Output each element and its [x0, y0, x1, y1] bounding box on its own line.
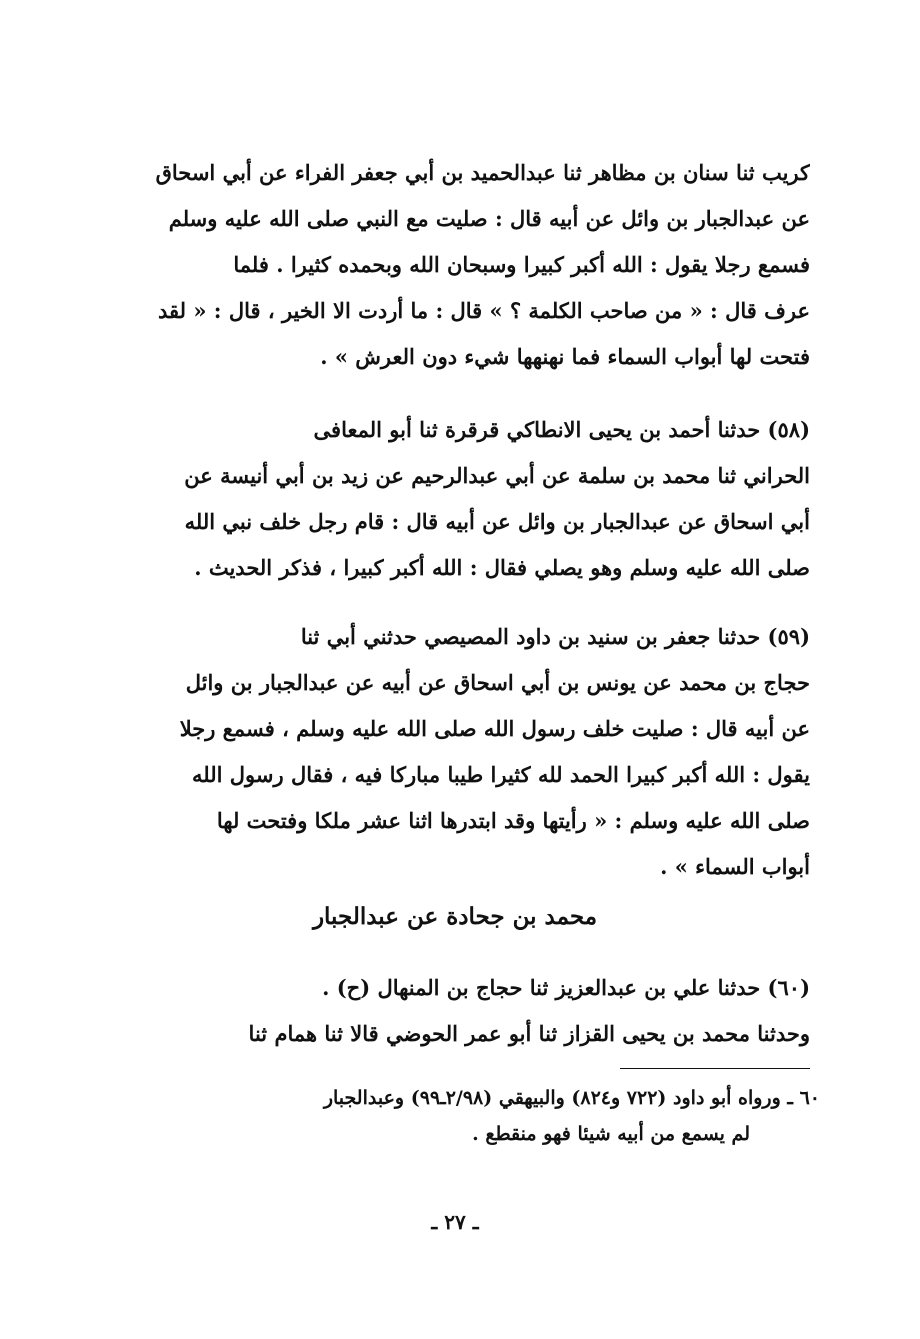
text-line: صلى الله عليه وسلم : « رأيتها وقد ابتدرها اثنا عشر ملكا وفتحت لها: [216, 808, 810, 833]
text-line: أبي اسحاق عن عبدالجبار بن وائل عن أبيه قال : قام رجل خلف نبي الله: [184, 509, 810, 534]
paragraph-hadith-60: [100, 965, 810, 1057]
text-line: عن عبدالجبار بن وائل عن أبيه قال : صليت مع النبي صلى الله عليه وسلم: [168, 206, 810, 231]
text-line: فسمع رجلا يقول : الله أكبر كبيرا وسبحان الله وبحمده كثيرا . فلما: [233, 252, 810, 277]
section-heading: محمد بن جحادة عن عبدالجبار: [312, 903, 598, 930]
paragraph-hadith-57-end: [100, 150, 810, 380]
text-line: صلى الله عليه وسلم وهو يصلي فقال : الله أكبر كبيرا ، فذكر الحديث .: [194, 555, 810, 580]
text-line: عن أبيه قال : صليت خلف رسول الله صلى الله عليه وسلم ، فسمع رجلا: [179, 716, 810, 741]
footnote: [100, 1080, 820, 1152]
text-line: فتحت لها أبواب السماء فما نهنهها شيء دون العرش » .: [320, 344, 810, 369]
text-line: (٦٠) حدثنا علي بن عبدالعزيز ثنا حجاج بن المنهال (ح) .: [322, 975, 810, 1000]
footnote-line: لم يسمع من أبيه شيئا فهو منقطع .: [472, 1123, 750, 1145]
text-line: أبواب السماء » .: [660, 854, 810, 879]
text-line: يقول : الله أكبر كبيرا الحمد لله كثيرا طيبا مباركا فيه ، فقال رسول الله: [192, 762, 810, 787]
text-line: (٥٨) حدثنا أحمد بن يحيى الانطاكي قرقرة ثنا أبو المعافى: [313, 417, 810, 442]
paragraph-hadith-58: [100, 407, 810, 591]
footnote-line: ٦٠ ـ ورواه أبو داود (٧٢٢ و٨٢٤) والبيهقي (٢/٩٨ـ٩٩) وعبدالجبار: [323, 1087, 820, 1109]
text-line: كريب ثنا سنان بن مظاهر ثنا عبدالحميد بن أبي جعفر الفراء عن أبي اسحاق: [155, 160, 810, 185]
paragraph-hadith-59: [100, 614, 810, 890]
text-line: عرف قال : « من صاحب الكلمة ؟ » قال : ما أردت الا الخير ، قال : « لقد: [158, 298, 810, 323]
page-number: ـ ٢٧ ـ: [431, 1210, 479, 1234]
text-line: (٥٩) حدثنا جعفر بن سنيد بن داود المصيصي حدثني أبي ثنا: [300, 624, 810, 649]
footnote-divider: [620, 1068, 810, 1069]
text-line: حجاج بن محمد عن يونس بن أبي اسحاق عن أبيه عن عبدالجبار بن وائل: [185, 670, 810, 695]
text-line: وحدثنا محمد بن يحيى القزاز ثنا أبو عمر الحوضي قالا ثنا همام ثنا: [248, 1021, 810, 1046]
text-line: الحراني ثنا محمد بن سلمة عن أبي عبدالرحيم عن زيد بن أبي أنيسة عن: [184, 463, 810, 488]
